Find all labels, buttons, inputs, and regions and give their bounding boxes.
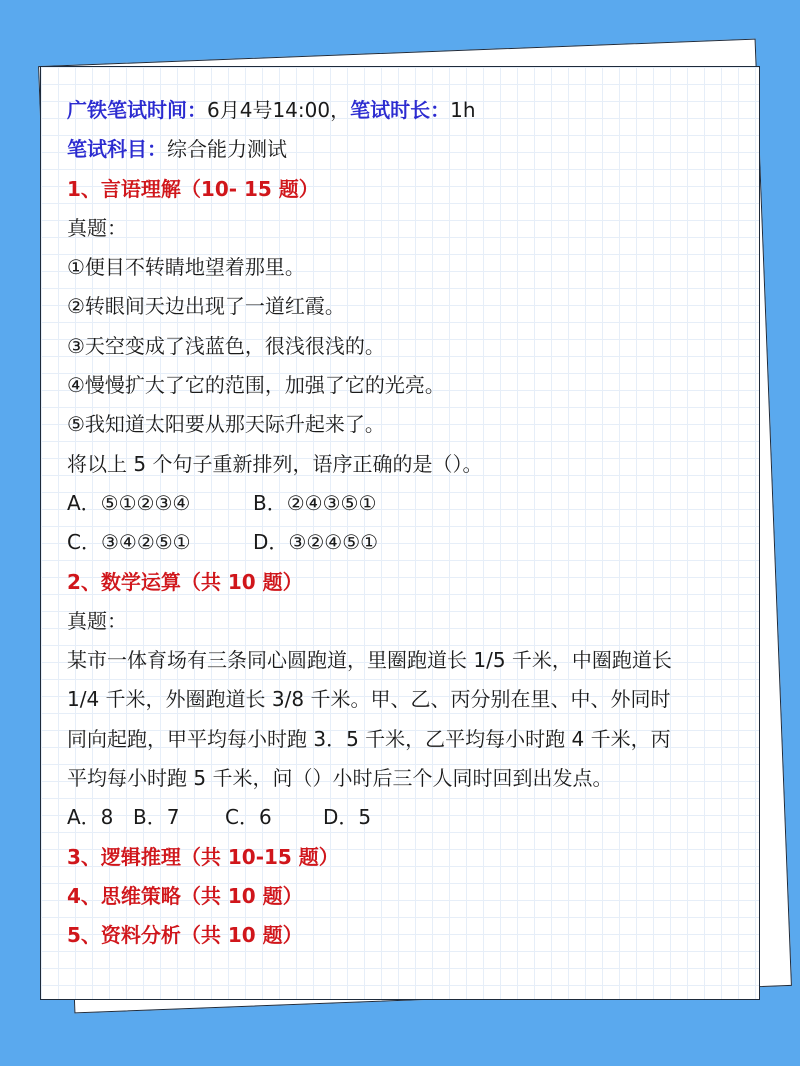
math-question-line-2: 1/4 千米，外圈跑道长 3/8 千米。甲、乙、丙分别在里、中、外同时 (67, 687, 671, 712)
section-1-options-row-2 (67, 523, 737, 562)
sentence-1: ①便目不转睛地望着那里。 (67, 255, 305, 280)
section-2-real-label: 真题： (67, 608, 127, 633)
exam-subject-label: 笔试科目： (67, 137, 167, 162)
math-option-b: B．7 (133, 805, 180, 830)
math-option-c: C．6 (225, 805, 272, 830)
sentence-5: ⑤我知道太阳要从那天际升起来了。 (67, 412, 385, 437)
section-4-title: 4、思维策略（共 10 题） (67, 883, 303, 908)
section-1-real-label: 真题： (67, 215, 127, 240)
sentence-4: ④慢慢扩大了它的范围，加强了它的光亮。 (67, 373, 445, 398)
math-question-line-4: 平均每小时跑 5 千米，问（）小时后三个人同时回到出发点。 (67, 766, 613, 791)
grid-paper (40, 66, 760, 1000)
sentence-2: ②转眼间天边出现了一道红霞。 (67, 294, 345, 319)
section-5-title: 5、资料分析（共 10 题） (67, 923, 303, 948)
math-question-line-3: 同向起跑，甲平均每小时跑 3．5 千米，乙平均每小时跑 4 千米，丙 (67, 726, 671, 751)
document-content (67, 91, 737, 956)
exam-subject-line (67, 130, 737, 169)
sentence-3: ③天空变成了浅蓝色，很浅很浅的。 (67, 333, 385, 358)
exam-time-value: 6月4号14:00， (207, 98, 351, 122)
section-2-options (67, 798, 737, 837)
exam-time-line (67, 91, 737, 130)
exam-time-label: 广铁笔试时间： (67, 98, 207, 122)
math-question-line-1: 某市一体育场有三条同心圆跑道，里圈跑道长 1/5 千米，中圈跑道长 (67, 648, 672, 673)
math-option-d: D．5 (323, 805, 372, 830)
section-1-options-row-1 (67, 484, 737, 523)
exam-duration-label: 笔试时长： (350, 98, 451, 122)
option-b: B．②④③⑤① (253, 490, 377, 515)
exam-duration-value: 1h (450, 98, 476, 122)
section-3-title: 3、逻辑推理（共 10-15 题） (67, 844, 339, 869)
option-d: D．③②④⑤① (253, 530, 379, 555)
section-2-title: 2、数学运算（共 10 题） (67, 569, 303, 594)
section-1-title: 1、言语理解（10- 15 题） (67, 176, 319, 201)
option-c: C．③④②⑤① (67, 530, 191, 555)
option-a: A．⑤①②③④ (67, 490, 191, 515)
math-option-a: A．8 (67, 805, 114, 830)
section-1-question: 将以上 5 个句子重新排列，语序正确的是（）。 (67, 451, 483, 476)
exam-subject-value: 综合能力测试 (167, 137, 287, 162)
